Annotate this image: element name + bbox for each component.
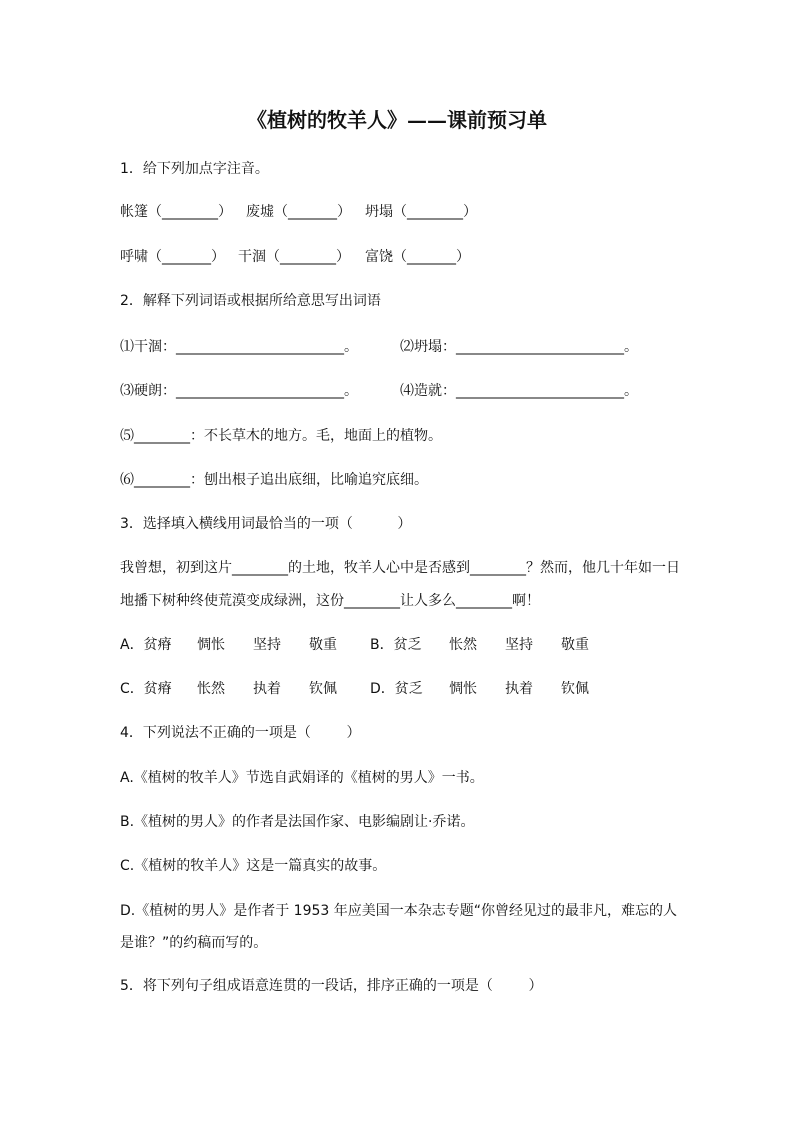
q2-item-3: ⑶硬朗：________________________。 xyxy=(120,383,358,399)
q1-item-6: 富饶（_______） xyxy=(365,249,470,265)
q3-option-a-word-2: 惆怅 xyxy=(197,637,225,653)
q3-option-b-word-4: 敬重 xyxy=(561,637,589,653)
q2-item-2: ⑵坍塌：________________________。 xyxy=(400,339,638,355)
q3-option-b-word-3: 坚持 xyxy=(505,637,533,653)
q4-option-a: A.《植树的牧羊人》节选自武娟译的《植树的男人》一书。 xyxy=(120,770,484,786)
q3-option-c-word-4: 钦佩 xyxy=(309,681,337,697)
q3-option-c-label: C．贫瘠 xyxy=(120,681,172,697)
q2-item-1: ⑴干涸：________________________。 xyxy=(120,339,358,355)
q3-option-a-word-4: 敬重 xyxy=(309,637,337,653)
q3-option-d-word-2: 惆怅 xyxy=(449,681,477,697)
q2-item-4: ⑷造就：________________________。 xyxy=(400,383,638,399)
q5-heading: 5．将下列句子组成语意连贯的一段话，排序正确的一项是（ ） xyxy=(120,978,543,994)
q1-item-1: 帐篷（________） xyxy=(120,204,232,220)
q4-heading: 4．下列说法不正确的一项是（ ） xyxy=(120,725,361,741)
page-title: 《植树的牧羊人》——课前预习单 xyxy=(247,108,547,132)
q4-option-c: C.《植树的牧羊人》这是一篇真实的故事。 xyxy=(120,858,387,874)
q3-option-c-word-2: 怅然 xyxy=(197,681,225,697)
q3-option-a-label: A．贫瘠 xyxy=(120,637,172,653)
q3-passage-line-2: 地播下树种终使荒漠变成绿洲，这份________让人多么________啊！ xyxy=(120,593,540,609)
q1-item-2: 废墟（_______） xyxy=(246,204,351,220)
q4-option-d-line-1: D.《植树的男人》是作者于 1953 年应美国一本杂志专题“你曾经见过的最非凡，难忘的人 xyxy=(120,903,678,919)
q3-option-d-label: D．贫乏 xyxy=(370,681,423,697)
q3-heading: 3．选择填入横线用词最恰当的一项（ ） xyxy=(120,516,412,532)
q1-item-5: 干涸（________） xyxy=(238,249,350,265)
q3-option-d-word-3: 执着 xyxy=(505,681,533,697)
q3-option-d-word-4: 钦佩 xyxy=(561,681,589,697)
q1-heading: 1．给下列加点字注音。 xyxy=(120,161,269,177)
q3-option-c-word-3: 执着 xyxy=(253,681,281,697)
q3-option-b-label: B．贫乏 xyxy=(370,637,422,653)
q3-passage-line-1: 我曾想，初到这片________的土地，牧羊人心中是否感到________？然而，他几十年如一日 xyxy=(120,560,680,576)
q1-item-4: 呼啸（_______） xyxy=(120,249,225,265)
q3-option-b-word-2: 怅然 xyxy=(449,637,477,653)
q4-option-b: B.《植树的男人》的作者是法国作家、电影编剧让·乔诺。 xyxy=(120,814,475,830)
q4-option-d-line-2: 是谁？”的约稿而写的。 xyxy=(120,935,268,951)
q2-item-6: ⑹________：刨出根子追出底细，比喻追究底细。 xyxy=(120,472,428,488)
q2-item-5: ⑸________：不长草木的地方。毛，地面上的植物。 xyxy=(120,428,442,444)
q2-heading: 2．解释下列词语或根据所给意思写出词语 xyxy=(120,293,381,309)
q3-option-a-word-3: 坚持 xyxy=(253,637,281,653)
q1-item-3: 坍塌（________） xyxy=(365,204,477,220)
